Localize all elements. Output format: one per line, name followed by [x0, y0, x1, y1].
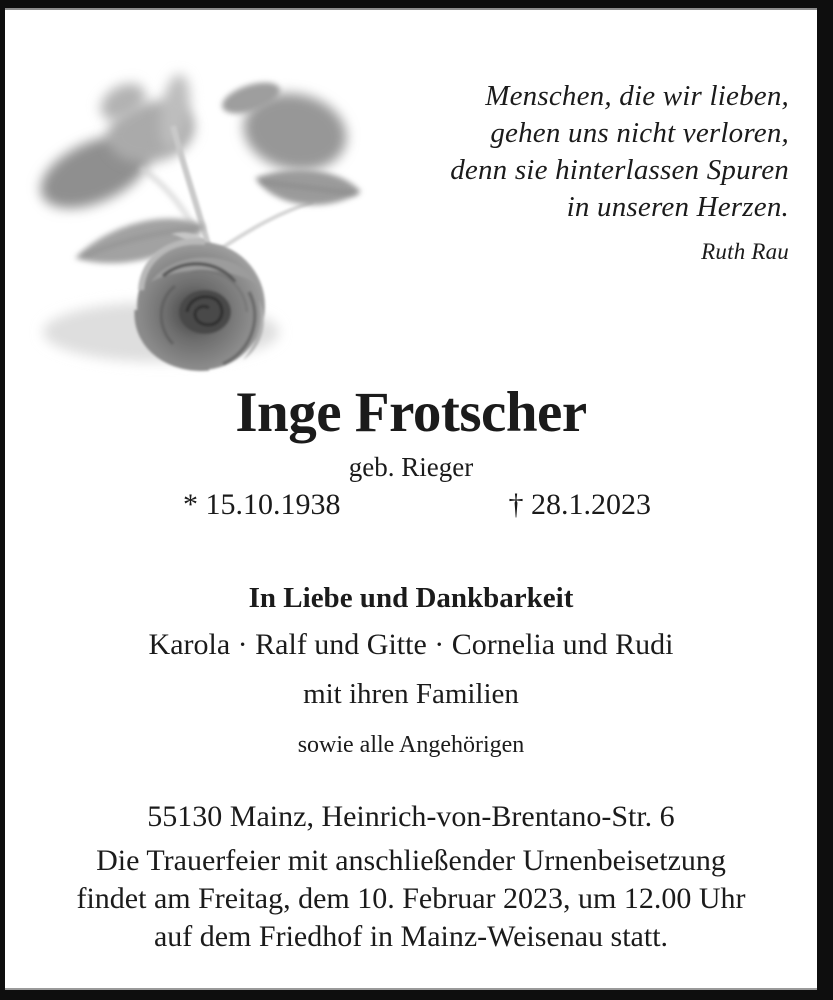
- funeral-line: findet am Freitag, dem 10. Februar 2023, um 12.00 Uhr: [76, 882, 746, 915]
- funeral-info: [5, 842, 817, 956]
- funeral-line: Die Trauerfeier mit anschließender Urnenbeisetzung: [96, 844, 726, 877]
- quote-line: in unseren Herzen.: [566, 191, 789, 223]
- address-line: 55130 Mainz, Heinrich-von-Brentano-Str. 6: [147, 800, 675, 833]
- rose-bloom: [137, 241, 265, 370]
- funeral-line: auf dem Friedhof in Mainz-Weisenau statt.: [153, 920, 669, 953]
- death-date: † 28.1.2023: [508, 488, 651, 521]
- life-dates: [183, 488, 651, 522]
- mourners-line: Karola · Ralf und Gitte · Cornelia und Rudi: [148, 628, 674, 661]
- quote-line: gehen uns nicht verloren,: [490, 117, 789, 149]
- scan-edge-top: [5, 8, 817, 10]
- deceased-name: Inge Frotscher: [235, 381, 587, 444]
- scan-edge-bottom: [5, 988, 817, 990]
- rose-photo-icon: [23, 60, 368, 382]
- quote-attribution: Ruth Rau: [701, 239, 789, 264]
- birth-date: * 15.10.1938: [183, 488, 341, 521]
- memorial-quote: [450, 78, 789, 270]
- tribute-heading: In Liebe und Dankbarkeit: [248, 582, 574, 614]
- quote-line: Menschen, die wir lieben,: [485, 80, 789, 112]
- quote-line: denn sie hinterlassen Spuren: [450, 154, 789, 186]
- maiden-name: geb. Rieger: [348, 452, 474, 482]
- relatives-line: sowie alle Angehörigen: [297, 732, 525, 758]
- rose-leaves: [30, 72, 361, 263]
- families-line: mit ihren Familien: [303, 678, 519, 710]
